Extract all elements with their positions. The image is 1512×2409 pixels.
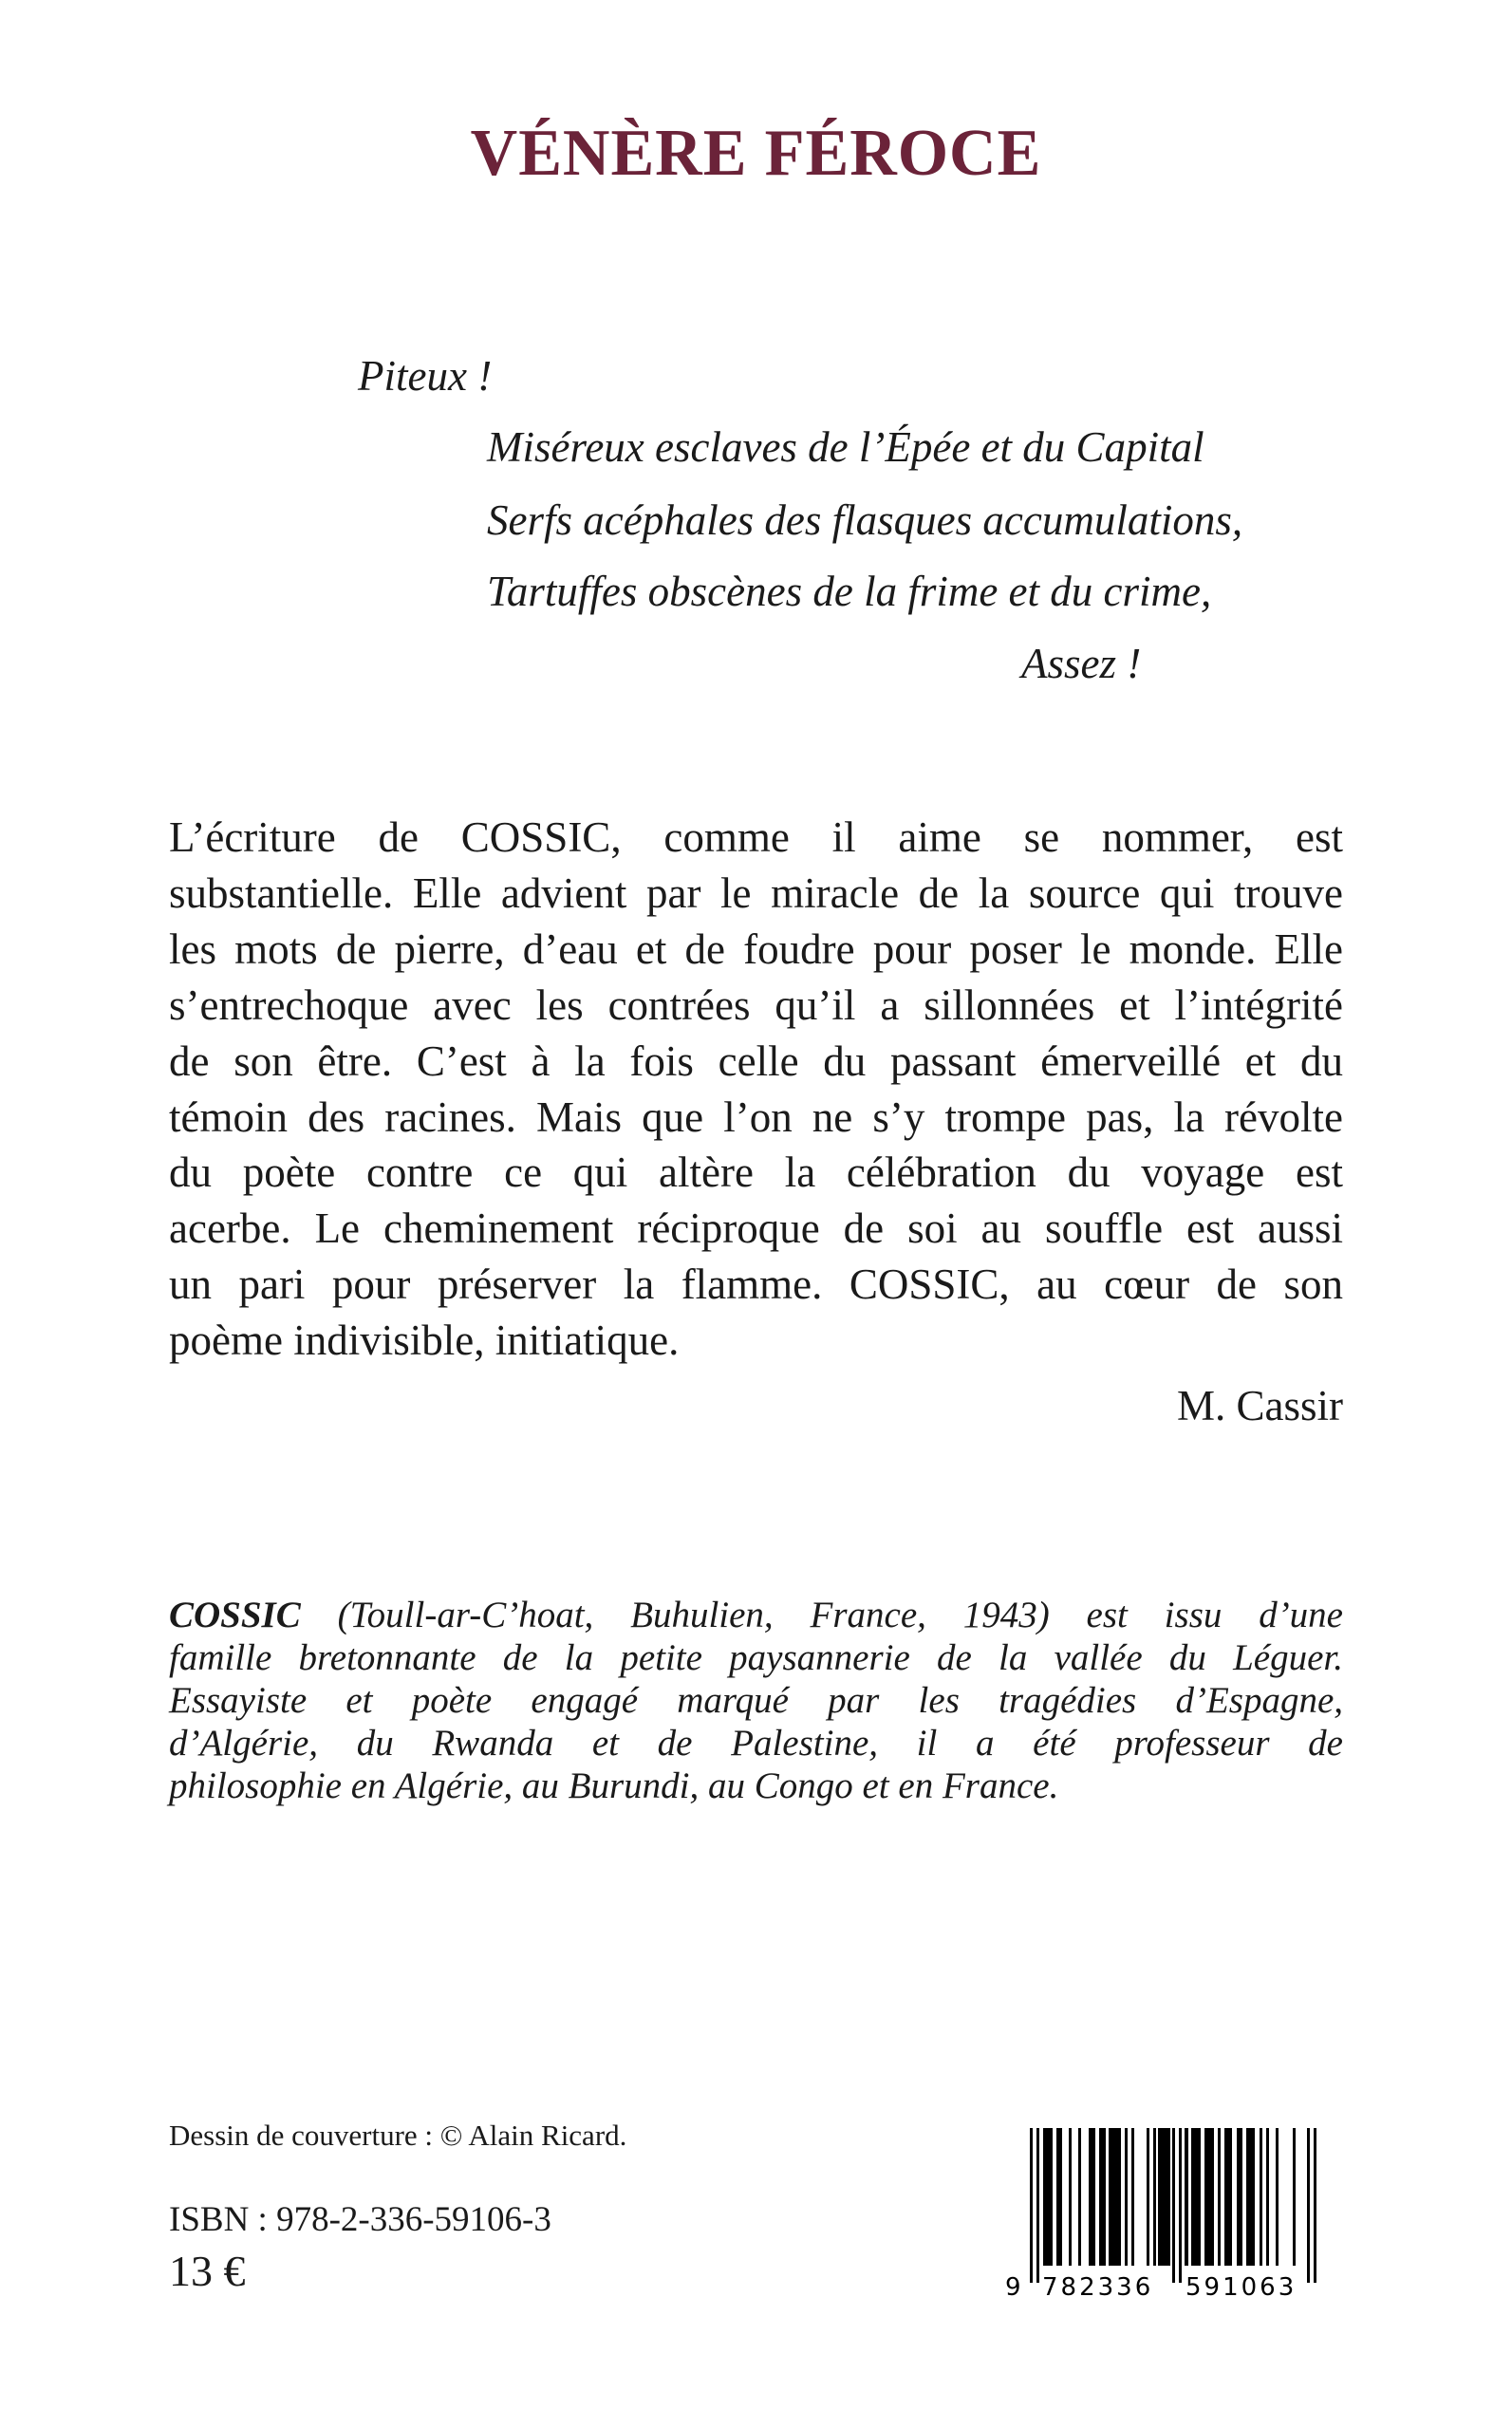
review-paragraph	[169, 810, 1343, 1369]
barcode-left-digits: 782336	[1042, 2273, 1154, 2302]
review-line: poème indivisible, initiatique.	[169, 1317, 680, 1365]
review-line: L’écriture de COSSIC, comme il aime se nommer, est	[169, 813, 1343, 861]
bio-line	[169, 1594, 1343, 1636]
author-name: COSSIC	[169, 1595, 301, 1635]
review-line: de son être. C’est à la fois celle du passant émerveillé et du	[169, 1036, 1343, 1085]
bio-line: d’Algérie, du Rwanda et de Palestine, il a été professeur de	[169, 1723, 1343, 1764]
poem-line: Serfs acéphales des flasques accumulations,	[487, 496, 1243, 544]
review-line: témoin des racines. Mais que l’on ne s’y trompe pas, la révolte	[169, 1092, 1343, 1141]
barcode-right-digits: 591063	[1185, 2273, 1297, 2302]
cover-credit: Dessin de couverture : © Alain Ricard.	[169, 2119, 627, 2152]
review-line: les mots de pierre, d’eau et de foudre pour poser le monde. Elle	[169, 924, 1343, 973]
poem-line: Assez !	[1021, 640, 1142, 687]
review-line: un pari pour préserver la flamme. COSSIC, au cœur de son	[169, 1261, 1343, 1309]
review-line: acerbe. Le cheminement réciproque de soi au souffle est aussi	[169, 1204, 1343, 1253]
isbn: ISBN : 978-2-336-59106-3	[169, 2200, 551, 2239]
review-line: du poète contre ce qui altère la célébration du voyage est	[169, 1148, 1343, 1197]
author-bio	[169, 1594, 1343, 1807]
poem-line: Miséreux esclaves de l’Épée et du Capital	[487, 423, 1204, 471]
barcode-first-digit: 9	[1005, 2273, 1021, 2302]
poem-line: Piteux !	[358, 352, 493, 400]
review-signature: M. Cassir	[1176, 1382, 1343, 1429]
review-line: s’entrechoque avec les contrées qu’il a sillonnées et l’intégrité	[169, 980, 1343, 1029]
bio-line: famille bretonnante de la petite paysannerie de la vallée du Léguer.	[169, 1637, 1343, 1678]
book-title: VÉNÈRE FÉROCE	[470, 117, 1042, 190]
price: 13 €	[169, 2247, 246, 2295]
review-line: substantielle. Elle advient par le miracle de la source qui trouve	[169, 868, 1343, 917]
isbn-barcode	[997, 2126, 1357, 2306]
barcode-icon	[997, 2126, 1357, 2306]
bio-line: philosophie en Algérie, au Burundi, au Congo et en France.	[169, 1765, 1059, 1806]
poem-line: Tartuffes obscènes de la frime et du crime,	[487, 568, 1212, 615]
bio-first-line-text: (Toull-ar-C’hoat, Buhulien, France, 1943) est issu d’une	[300, 1595, 1343, 1635]
bio-line: Essayiste et poète engagé marqué par les tragédies d’Espagne,	[169, 1680, 1343, 1721]
